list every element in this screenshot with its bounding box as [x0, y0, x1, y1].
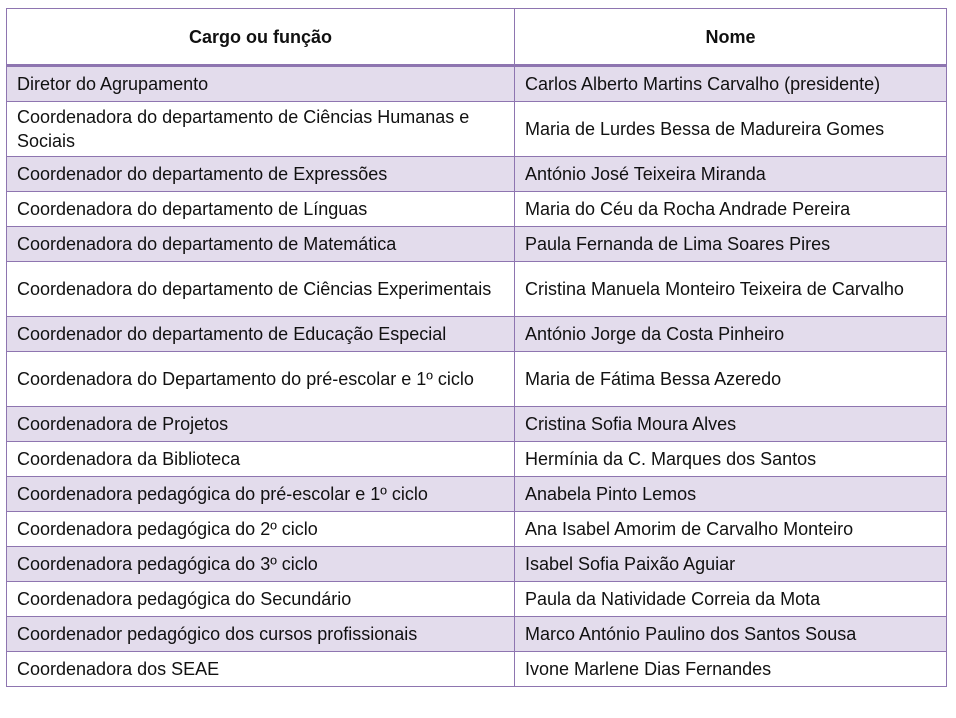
cell-cargo: Coordenadora pedagógica do pré-escolar e 1º ciclo [7, 477, 515, 512]
table-row [7, 352, 947, 407]
table-row [7, 66, 947, 102]
cell-cargo: Coordenadora da Biblioteca [7, 442, 515, 477]
table-header-row [7, 9, 947, 66]
cell-nome: Cristina Manuela Monteiro Teixeira de Carvalho [515, 262, 947, 317]
cell-nome: Marco António Paulino dos Santos Sousa [515, 617, 947, 652]
cell-nome: Maria de Lurdes Bessa de Madureira Gomes [515, 102, 947, 157]
cell-cargo: Coordenadora do departamento de Línguas [7, 192, 515, 227]
table-row [7, 512, 947, 547]
cell-cargo: Coordenador do departamento de Expressões [7, 157, 515, 192]
cell-cargo: Coordenadora de Projetos [7, 407, 515, 442]
cell-nome: Hermínia da C. Marques dos Santos [515, 442, 947, 477]
cell-nome: Carlos Alberto Martins Carvalho (presidente) [515, 66, 947, 102]
table-row [7, 157, 947, 192]
cell-nome: Isabel Sofia Paixão Aguiar [515, 547, 947, 582]
cell-nome: António José Teixeira Miranda [515, 157, 947, 192]
table-row [7, 547, 947, 582]
cell-cargo: Coordenadora pedagógica do Secundário [7, 582, 515, 617]
cell-cargo: Diretor do Agrupamento [7, 66, 515, 102]
table-row [7, 407, 947, 442]
cell-cargo: Coordenadora do departamento de Ciências Experimentais [7, 262, 515, 317]
table-row [7, 582, 947, 617]
cell-cargo: Coordenadora pedagógica do 3º ciclo [7, 547, 515, 582]
cell-cargo: Coordenadora do departamento de Matemática [7, 227, 515, 262]
table-row [7, 192, 947, 227]
table-row [7, 262, 947, 317]
table-row [7, 102, 947, 157]
cell-cargo: Coordenadora do departamento de Ciências Humanas e Sociais [7, 102, 515, 157]
cell-cargo: Coordenadora dos SEAE [7, 652, 515, 687]
cell-nome: Cristina Sofia Moura Alves [515, 407, 947, 442]
table-row [7, 652, 947, 687]
header-nome: Nome [515, 9, 947, 66]
table-row [7, 617, 947, 652]
cell-nome: Maria de Fátima Bessa Azeredo [515, 352, 947, 407]
cell-nome: Anabela Pinto Lemos [515, 477, 947, 512]
cell-nome: António Jorge da Costa Pinheiro [515, 317, 947, 352]
cell-cargo: Coordenadora do Departamento do pré-escolar e 1º ciclo [7, 352, 515, 407]
cell-nome: Ivone Marlene Dias Fernandes [515, 652, 947, 687]
cell-nome: Paula da Natividade Correia da Mota [515, 582, 947, 617]
header-cargo: Cargo ou função [7, 9, 515, 66]
cell-nome: Ana Isabel Amorim de Carvalho Monteiro [515, 512, 947, 547]
cell-cargo: Coordenador do departamento de Educação Especial [7, 317, 515, 352]
cell-cargo: Coordenadora pedagógica do 2º ciclo [7, 512, 515, 547]
table-row [7, 442, 947, 477]
table-row [7, 317, 947, 352]
members-table [6, 8, 947, 687]
table-row [7, 227, 947, 262]
cell-nome: Paula Fernanda de Lima Soares Pires [515, 227, 947, 262]
cell-cargo: Coordenador pedagógico dos cursos profissionais [7, 617, 515, 652]
table-row [7, 477, 947, 512]
cell-nome: Maria do Céu da Rocha Andrade Pereira [515, 192, 947, 227]
